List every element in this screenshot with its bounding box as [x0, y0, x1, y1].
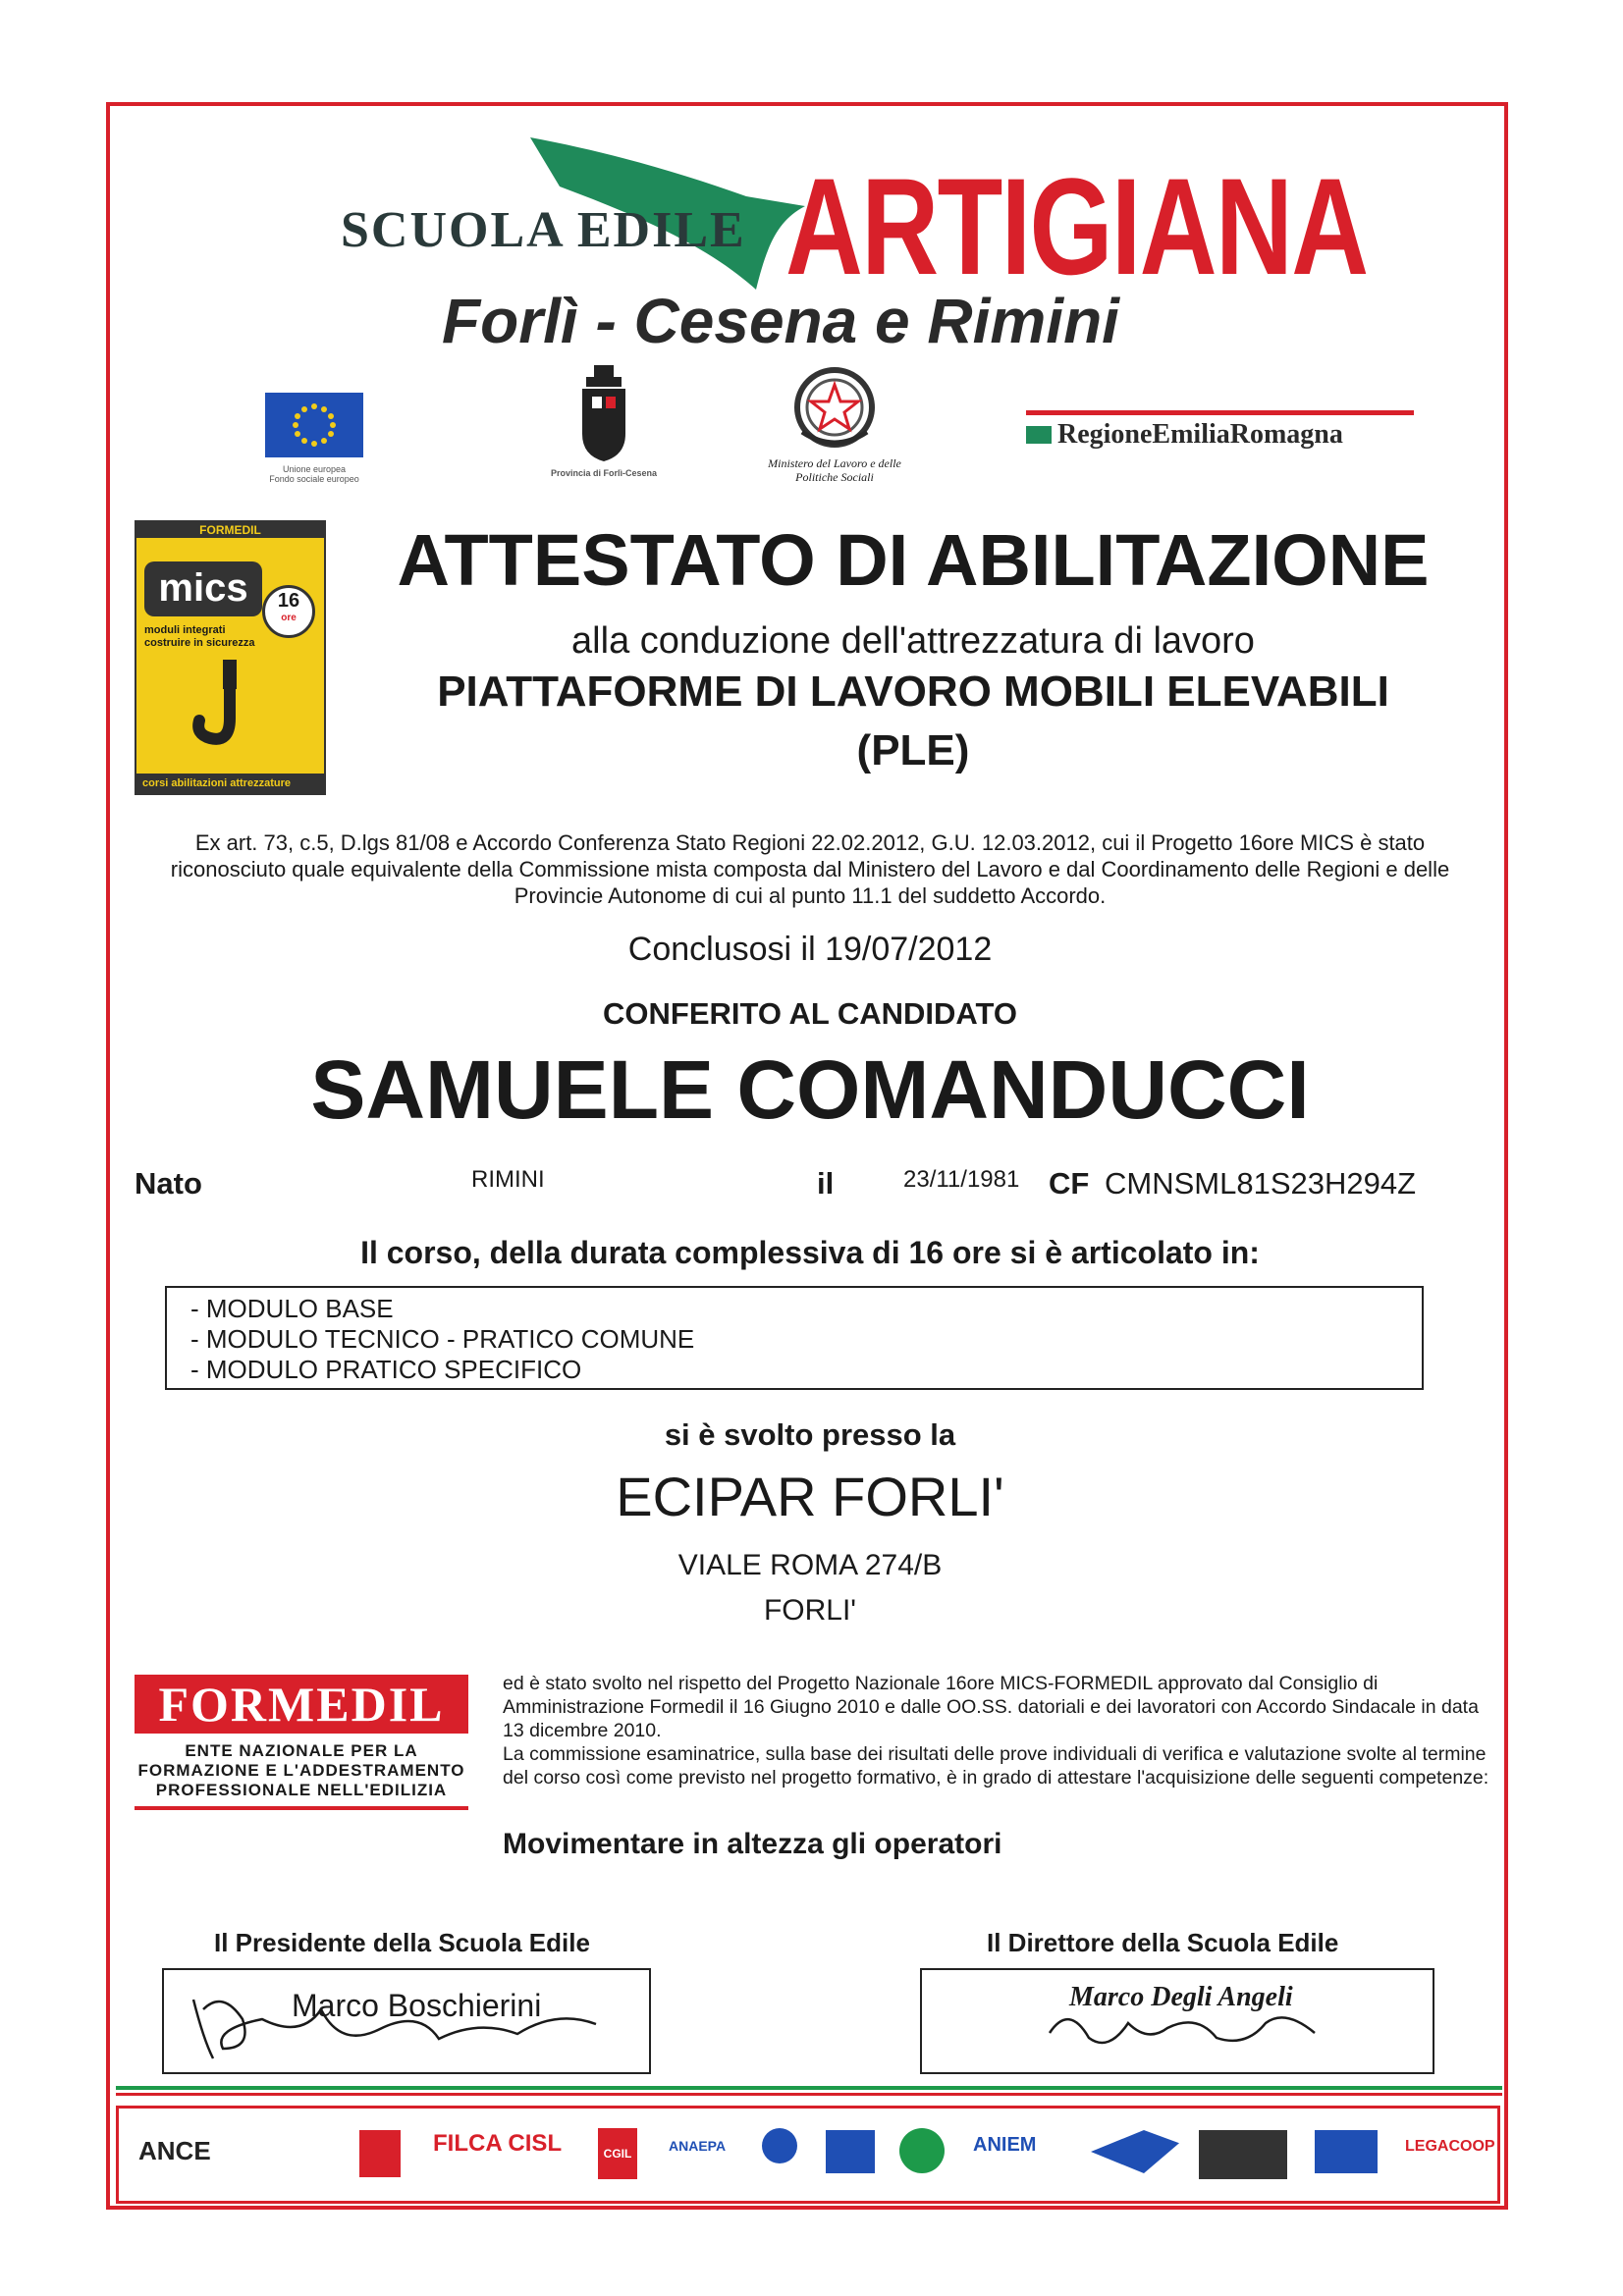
formedil-name: FORMEDIL — [135, 1675, 468, 1734]
sponsor-anaepa: ANAEPA — [669, 2138, 727, 2154]
director-label: Il Direttore della Scuola Edile — [987, 1928, 1339, 1957]
module-item: - MODULO TECNICO - PRATICO COMUNE — [190, 1324, 695, 1354]
province-shield-icon — [574, 365, 633, 463]
crane-hook-icon — [186, 660, 274, 758]
region-name: RegioneEmiliaRomagna — [1057, 419, 1343, 450]
statement-para-2: La commissione esaminatrice, sulla base dei risultati delle prove individuali di verifica e valutazione svolte al termine del corso così come previsto nel progetto formativo, è in grado di attestare l'acquisizione delle seguenti competenze: — [503, 1743, 1489, 1789]
mics-badge-number: 16 — [277, 590, 300, 612]
eu-emblem — [265, 393, 363, 484]
sponsor-legacoop: LEGACOOP — [1405, 2138, 1495, 2155]
school-name: ARTIGIANA — [785, 149, 1368, 303]
mics-16-badge — [262, 585, 315, 638]
venue-address: VIALE ROMA 274/B — [677, 1549, 943, 1581]
ministry-emblem — [751, 363, 918, 484]
region-emblem — [1026, 410, 1414, 451]
certificate-line2: PIATTAFORME DI LAVORO MOBILI ELEVABILI — [437, 667, 1389, 716]
sponsor-arrow-icon — [1091, 2130, 1179, 2173]
competence: Movimentare in altezza gli operatori — [503, 1828, 1002, 1860]
mics-badge-label: ore — [281, 613, 297, 623]
sponsor-square-icon — [1315, 2130, 1378, 2173]
formedil-tagline — [135, 1741, 468, 1800]
date-label: il — [817, 1166, 835, 1201]
mics-top: FORMEDIL — [136, 522, 324, 538]
school-word: SCUOLA EDILE — [341, 202, 746, 258]
formedil-logo — [135, 1675, 468, 1810]
legal-text: Ex art. 73, c.5, D.lgs 81/08 e Accordo Conferenza Stato Regioni 22.02.2012, G.U. 12.03.2012, cui il Progetto 16ore MICS è stato riconosciuto quale equivalente della Commissione mista composta dal Ministero del Lavoro e dal Coordinamento delle Regioni e delle Provincie Autonome di cui al punto 11.1 del suddetto Accordo. — [170, 830, 1450, 908]
formedil-tagline-2: FORMAZIONE E L'ADDESTRAMENTO — [137, 1761, 465, 1780]
formedil-underline — [135, 1806, 468, 1810]
province-caption: Provincia di Forlì-Cesena — [550, 468, 658, 478]
sponsor-bar — [116, 2106, 1500, 2204]
modules-box — [165, 1286, 1424, 1390]
candidate-name: SAMUELE COMANDUCCI — [310, 1043, 1310, 1136]
region-flag-icon — [1026, 426, 1052, 444]
statement-text — [503, 1672, 1494, 1789]
ministry-caption: Ministero del Lavoro e delle Politiche Sociali — [768, 456, 901, 484]
sponsor-text-icon — [1199, 2130, 1287, 2179]
certificate-line1: alla conduzione dell'attrezzatura di lavoro — [571, 620, 1255, 662]
sponsor-circle-icon — [762, 2128, 797, 2163]
course-intro: Il corso, della durata complessiva di 16 ore si è articolato in: — [360, 1235, 1260, 1270]
sponsor-cgil: CGIL — [598, 2128, 637, 2179]
mics-brand: mics — [144, 561, 262, 616]
born-label: Nato — [135, 1166, 202, 1201]
sponsor-emblem-icon — [359, 2130, 401, 2177]
tricolor-stripe — [116, 2086, 1502, 2096]
eu-caption: Unione europea Fondo sociale europeo — [269, 464, 359, 484]
director-signature-box — [920, 1968, 1434, 2074]
venue-city: FORLI' — [763, 1594, 857, 1627]
birthdate: 23/11/1981 — [903, 1166, 1020, 1193]
president-name: Marco Boschierini — [292, 1988, 542, 2023]
mics-desc: moduli integrati costruire in sicurezza — [144, 624, 255, 649]
birthplace: RIMINI — [471, 1166, 545, 1193]
sponsor-green-icon — [899, 2128, 945, 2173]
sponsor-filca: FILCA CISL — [433, 2130, 563, 2157]
mics-badge — [135, 520, 326, 795]
concluded-date: Conclusosi il 19/07/2012 — [627, 931, 993, 968]
president-label: Il Presidente della Scuola Edile — [214, 1928, 590, 1957]
sponsor-ance: ANCE — [138, 2136, 211, 2165]
formedil-tagline-1: ENTE NAZIONALE PER LA — [185, 1741, 418, 1760]
school-subtitle: Forlì - Cesena e Rimini — [442, 286, 1119, 356]
module-item: - MODULO PRATICO SPECIFICO — [190, 1355, 582, 1384]
italian-republic-star-icon — [790, 363, 879, 452]
sponsor-aniem: ANIEM — [973, 2134, 1037, 2156]
mics-footer: corsi abilitazioni attrezzature — [136, 774, 324, 793]
venue-name: ECIPAR FORLI' — [616, 1466, 1004, 1527]
eu-flag-icon — [265, 393, 363, 457]
cf-value: CMNSML81S23H294Z — [1105, 1166, 1417, 1201]
province-emblem — [545, 365, 663, 478]
president-signature-box — [162, 1968, 651, 2074]
formedil-tagline-3: PROFESSIONALE NELL'EDILIZIA — [155, 1781, 448, 1799]
certificate-line3: (PLE) — [856, 726, 970, 774]
certificate-title: ATTESTATO DI ABILITAZIONE — [397, 519, 1430, 601]
conferred-label: CONFERITO AL CANDIDATO — [603, 996, 1017, 1031]
director-name: Marco Degli Angeli — [1069, 1982, 1293, 2012]
cf-label: CF — [1049, 1166, 1090, 1201]
held-at-label: si è svolto presso la — [664, 1417, 956, 1452]
module-item: - MODULO BASE — [190, 1294, 394, 1323]
sponsor-cna — [826, 2130, 875, 2173]
statement-para-1: ed è stato svolto nel rispetto del Progetto Nazionale 16ore MICS-FORMEDIL approvato dal Consiglio di Amministrazione Formedil il 16 Giugno 2010 e dalle OO.SS. datoriali e dei lavoratori con Accordo Sindacale in data 13 dicembre 2010. — [503, 1673, 1479, 1741]
